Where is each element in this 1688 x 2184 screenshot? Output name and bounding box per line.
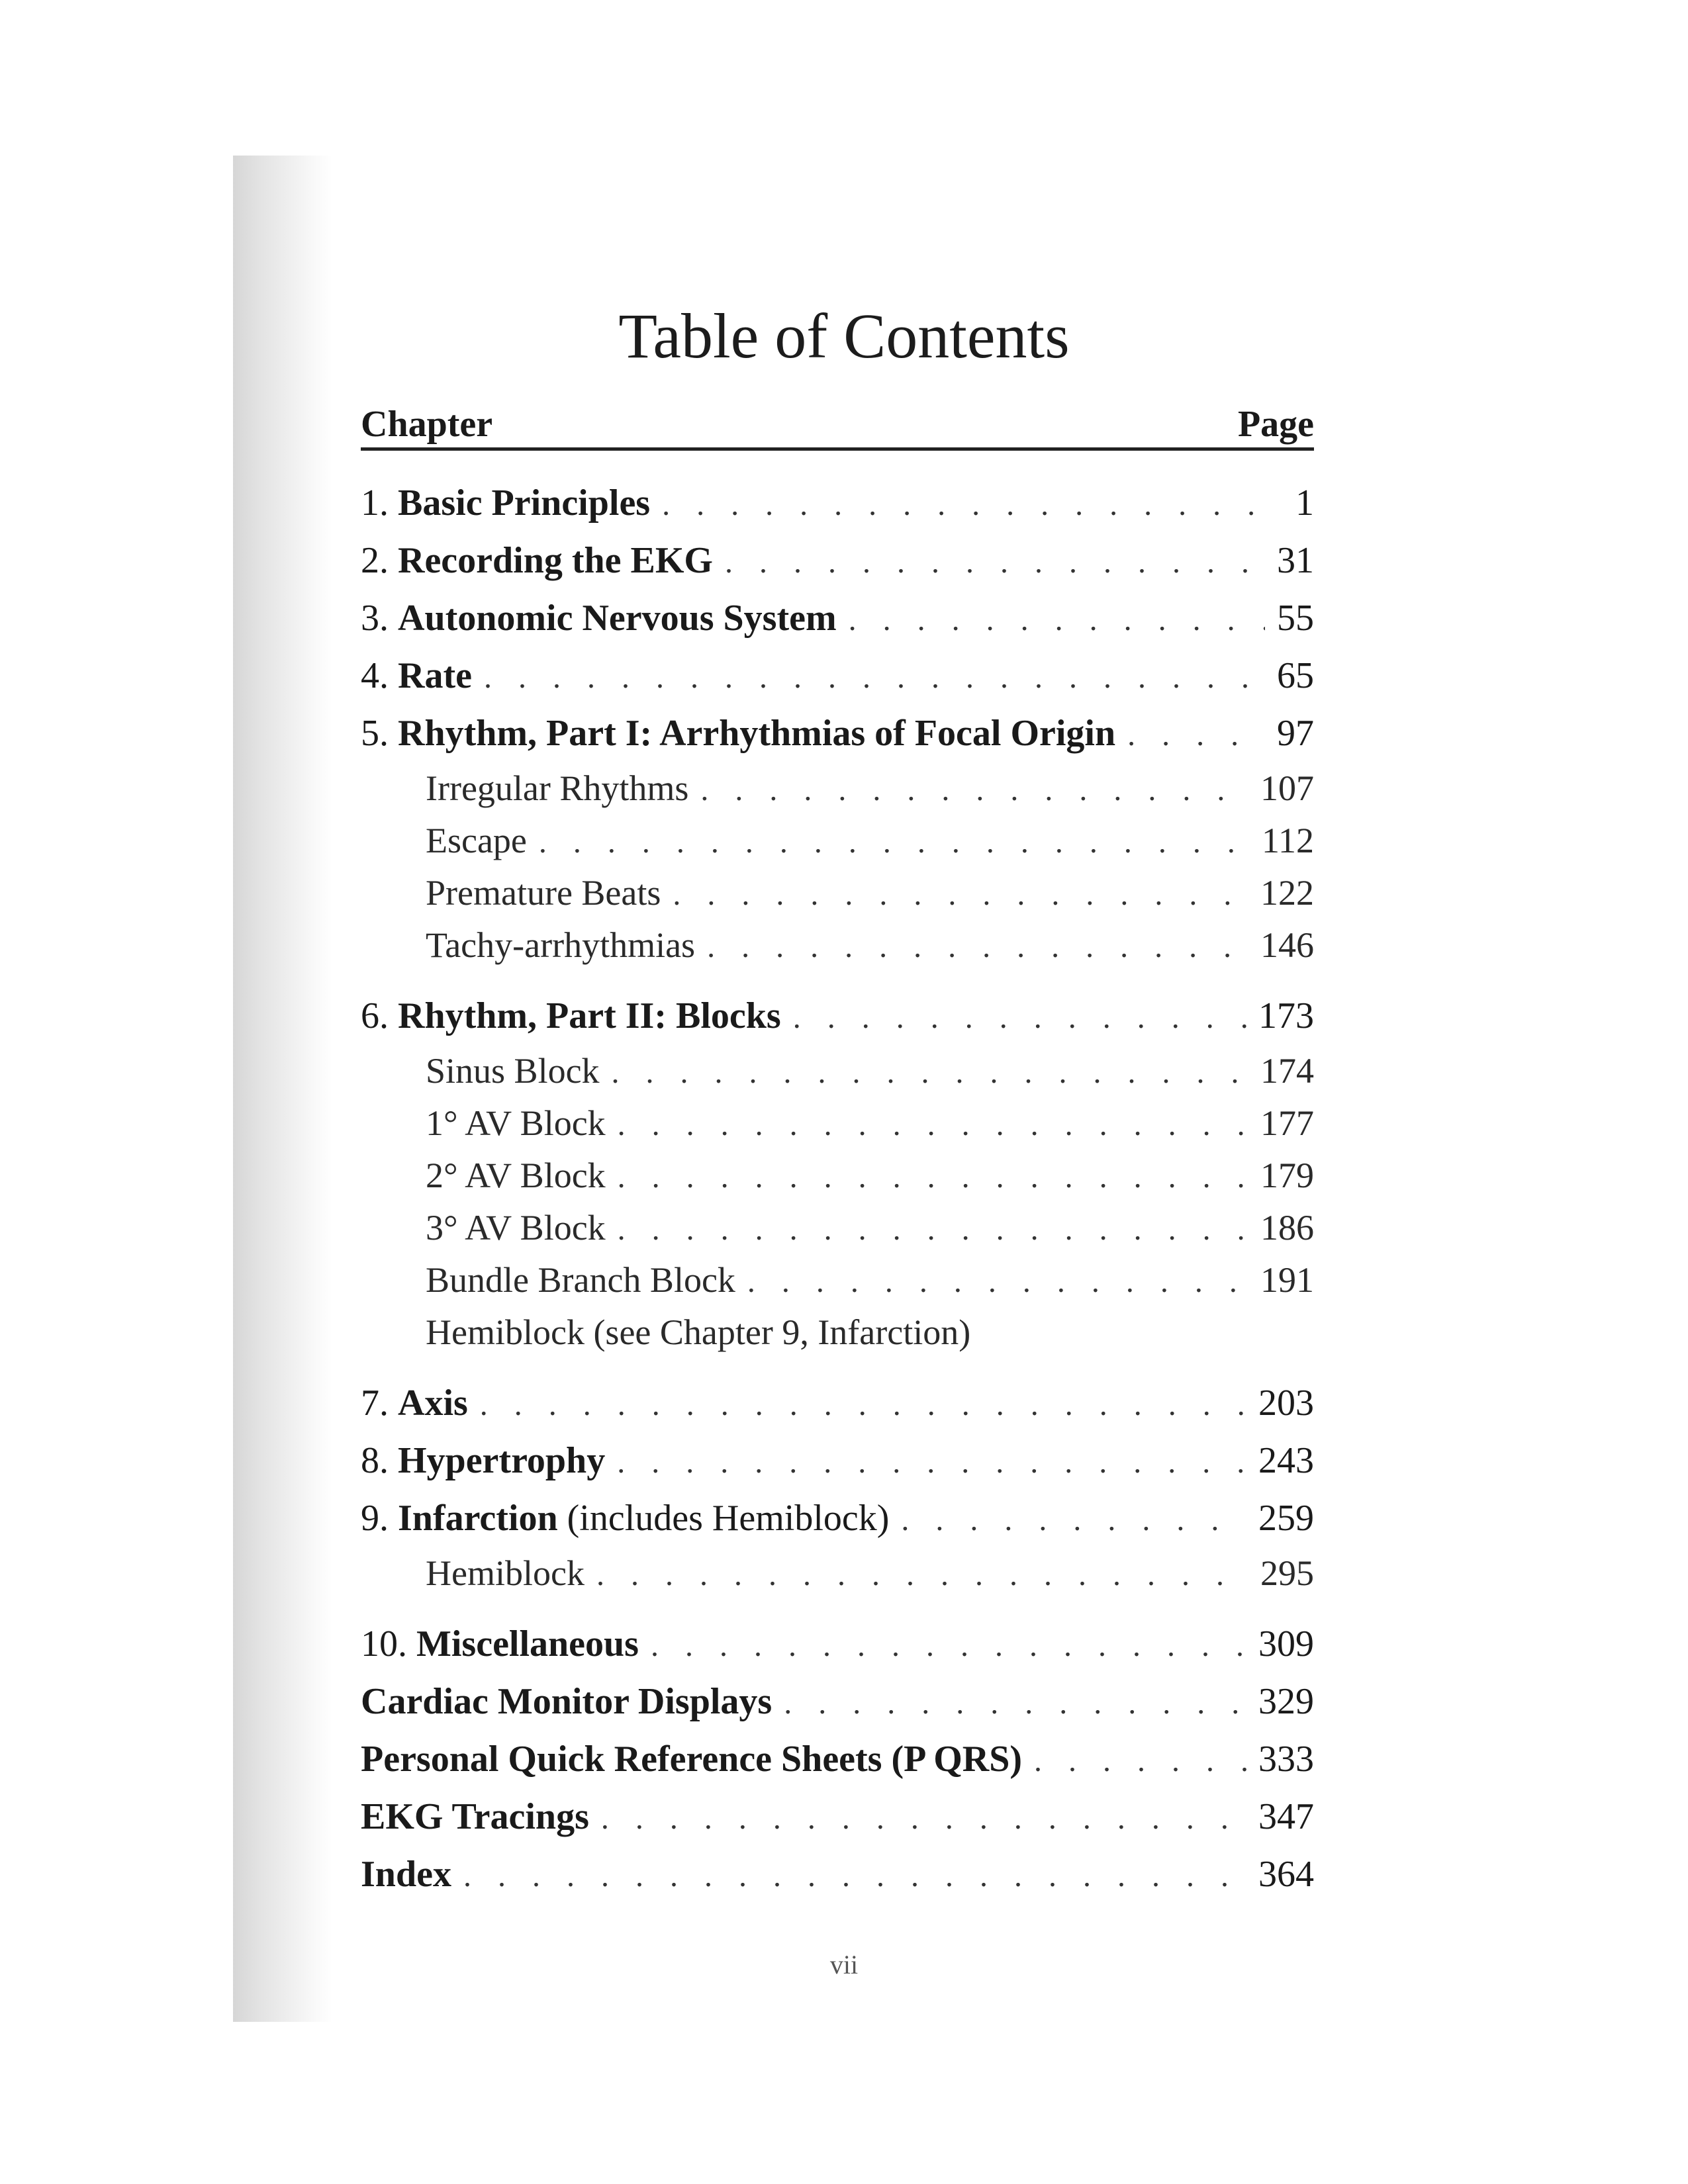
entry-title-text: Axis [398, 1383, 468, 1424]
entry-title-text: Hypertrophy [398, 1440, 606, 1481]
entry-title-text: 1° AV Block [426, 1103, 606, 1143]
toc-entry-title [426, 1254, 735, 1306]
entry-title-text: Irregular Rhythms [426, 768, 689, 808]
entry-title-note: (includes Hemiblock) [567, 1498, 890, 1539]
entry-title-text: Infarction [398, 1498, 558, 1539]
dot-leader [612, 1046, 1248, 1099]
dot-leader [463, 1847, 1246, 1905]
dot-leader [601, 1790, 1246, 1847]
page-title: Table of Contents [618, 300, 1070, 371]
page-ref: 186 [1260, 1208, 1314, 1248]
toc-entry[interactable] [361, 647, 1314, 705]
toc-entry-title [361, 705, 1115, 762]
dot-leader [480, 1376, 1246, 1433]
entry-title-text: Rate [398, 655, 472, 696]
toc-entry-title [426, 762, 688, 815]
entry-title-text: Bundle Branch Block [426, 1260, 735, 1300]
entry-title-text: Escape [426, 821, 527, 860]
chapter-number: 9. [361, 1498, 389, 1539]
page-ref: 146 [1260, 925, 1314, 965]
toc-subentry[interactable] [361, 1097, 1314, 1150]
toc-entry[interactable] [361, 532, 1314, 590]
toc-entry[interactable] [361, 475, 1314, 532]
dot-leader [673, 868, 1248, 921]
toc-entry[interactable] [361, 1490, 1314, 1547]
chapter-number: 1. [361, 482, 389, 523]
toc-entry-title [361, 1375, 468, 1432]
toc-entry-title [426, 1306, 970, 1359]
chapter-number: 5. [361, 713, 389, 754]
dot-leader [784, 1674, 1246, 1732]
dot-leader [618, 1151, 1248, 1203]
toc-entry-title [361, 1432, 605, 1490]
toc-subentry[interactable] [361, 1045, 1314, 1097]
dot-leader [700, 764, 1248, 816]
entry-title-text: Autonomic Nervous System [398, 598, 837, 639]
page-ref: 173 [1258, 995, 1314, 1036]
page-ref: 65 [1277, 655, 1314, 696]
toc-entry-title [361, 647, 472, 705]
page-ref: 347 [1258, 1796, 1314, 1837]
dot-leader [901, 1491, 1246, 1549]
toc-entry-title [361, 987, 781, 1045]
dot-leader [484, 649, 1265, 706]
page-ref: 107 [1260, 768, 1314, 808]
page-ref: 259 [1258, 1498, 1314, 1539]
toc-entry-title [361, 532, 713, 590]
page-ref: 174 [1260, 1051, 1314, 1091]
chapter-column-header: Chapter [361, 404, 493, 445]
toc-entry-title [426, 919, 695, 972]
page-ref: 31 [1277, 540, 1314, 581]
toc-entry-title [361, 475, 650, 532]
dot-leader [793, 989, 1246, 1046]
toc-entry-title [426, 1150, 606, 1202]
page-ref: 243 [1258, 1440, 1314, 1481]
toc-entry-title [426, 815, 527, 867]
page-ref: 329 [1258, 1681, 1314, 1722]
chapter-number: 6. [361, 995, 389, 1036]
toc-entry[interactable] [361, 1788, 1314, 1846]
dot-leader [596, 1549, 1248, 1601]
toc-entry-title [426, 867, 661, 919]
entry-title-text: Recording the EKG [398, 540, 713, 581]
toc-entry-title [426, 1547, 585, 1600]
entry-title-text: Basic Principles [398, 482, 651, 523]
page-binding-shadow [233, 156, 332, 2022]
dot-leader [725, 533, 1265, 591]
toc-entry-title [361, 1673, 772, 1731]
entry-title-text: EKG Tracings [361, 1796, 589, 1837]
dot-leader [539, 816, 1250, 868]
toc-entry[interactable] [361, 1846, 1314, 1903]
dot-leader [618, 1099, 1248, 1151]
entry-title-text: Premature Beats [426, 873, 661, 913]
entry-title-text: Hemiblock [426, 1553, 585, 1593]
toc-subentry[interactable] [361, 1547, 1314, 1600]
toc-entry-title [361, 1615, 639, 1673]
entry-title-text: 2° AV Block [426, 1156, 606, 1195]
toc-subentry[interactable] [361, 919, 1314, 972]
page-ref: 112 [1262, 821, 1314, 860]
toc-subentry[interactable] [361, 867, 1314, 919]
chapter-number: 3. [361, 598, 389, 639]
toc-subentry[interactable] [361, 1150, 1314, 1202]
dot-leader [1034, 1732, 1246, 1790]
page-ref: 309 [1258, 1623, 1314, 1664]
toc-entry-title [361, 590, 837, 647]
chapter-number: 8. [361, 1440, 389, 1481]
page-ref: 55 [1277, 598, 1314, 639]
page-ref: 364 [1258, 1854, 1314, 1895]
toc-entry[interactable] [361, 1673, 1314, 1731]
dot-leader [747, 1255, 1248, 1308]
page-number: vii [829, 1950, 859, 1979]
page-ref: 177 [1260, 1103, 1314, 1143]
toc-entry-list [361, 475, 1314, 1903]
page-ref: 1 [1295, 482, 1314, 523]
toc-entry-title [361, 1731, 1022, 1788]
dot-leader [707, 921, 1248, 973]
toc-subentry[interactable] [361, 762, 1314, 815]
toc-entry-title [426, 1045, 600, 1097]
chapter-number: 7. [361, 1383, 389, 1424]
entry-title-text: Cardiac Monitor Displays [361, 1681, 773, 1722]
page-ref: 191 [1260, 1260, 1314, 1300]
entry-title-text: Rhythm, Part II: Blocks [398, 995, 781, 1036]
toc-entry-title [361, 1788, 589, 1846]
toc-entry-title [426, 1202, 606, 1254]
entry-title-text: Miscellaneous [416, 1623, 639, 1664]
page-column-header: Page [1237, 404, 1314, 445]
toc-entry[interactable] [361, 705, 1314, 762]
toc-entry[interactable] [361, 1615, 1314, 1673]
entry-title-text: Index [361, 1854, 451, 1895]
page-ref: 179 [1260, 1156, 1314, 1195]
page-ref: 97 [1277, 713, 1314, 754]
dot-leader [618, 1203, 1248, 1255]
dot-leader [1127, 706, 1265, 764]
dot-leader [617, 1433, 1246, 1491]
page-ref: 122 [1260, 873, 1314, 913]
toc-entry[interactable] [361, 1375, 1314, 1432]
toc-subentry[interactable] [361, 1254, 1314, 1306]
toc-entry-title [361, 1490, 889, 1547]
toc-header [361, 397, 1314, 451]
entry-title-text: Personal Quick Reference Sheets (P QRS) [361, 1739, 1023, 1780]
entry-title-text: Tachy-arrhythmias [426, 925, 696, 965]
entry-title-text: 3° AV Block [426, 1208, 606, 1248]
entry-title-text: Hemiblock (see Chapter 9, Infarction) [426, 1312, 971, 1352]
toc-subentry[interactable] [361, 1306, 1314, 1359]
dot-leader [651, 1617, 1246, 1674]
chapter-number: 4. [361, 655, 389, 696]
toc-entry-title [426, 1097, 606, 1150]
dot-leader [662, 476, 1276, 533]
chapter-number: 2. [361, 540, 389, 581]
toc-entry[interactable] [361, 1731, 1314, 1788]
entry-title-text: Sinus Block [426, 1051, 600, 1091]
page-ref: 203 [1258, 1383, 1314, 1424]
toc-subentry[interactable] [361, 815, 1314, 867]
toc-subentry[interactable] [361, 1202, 1314, 1254]
toc-entry[interactable] [361, 987, 1314, 1045]
page-ref: 295 [1260, 1553, 1314, 1593]
toc-entry[interactable] [361, 590, 1314, 647]
chapter-number: 10. [361, 1623, 407, 1664]
dot-leader [849, 591, 1265, 649]
toc-entry[interactable] [361, 1432, 1314, 1490]
entry-title-text: Rhythm, Part I: Arrhythmias of Focal Origin [398, 713, 1116, 754]
table-of-contents [361, 397, 1314, 1903]
page-ref: 333 [1258, 1739, 1314, 1780]
toc-entry-title [361, 1846, 451, 1903]
